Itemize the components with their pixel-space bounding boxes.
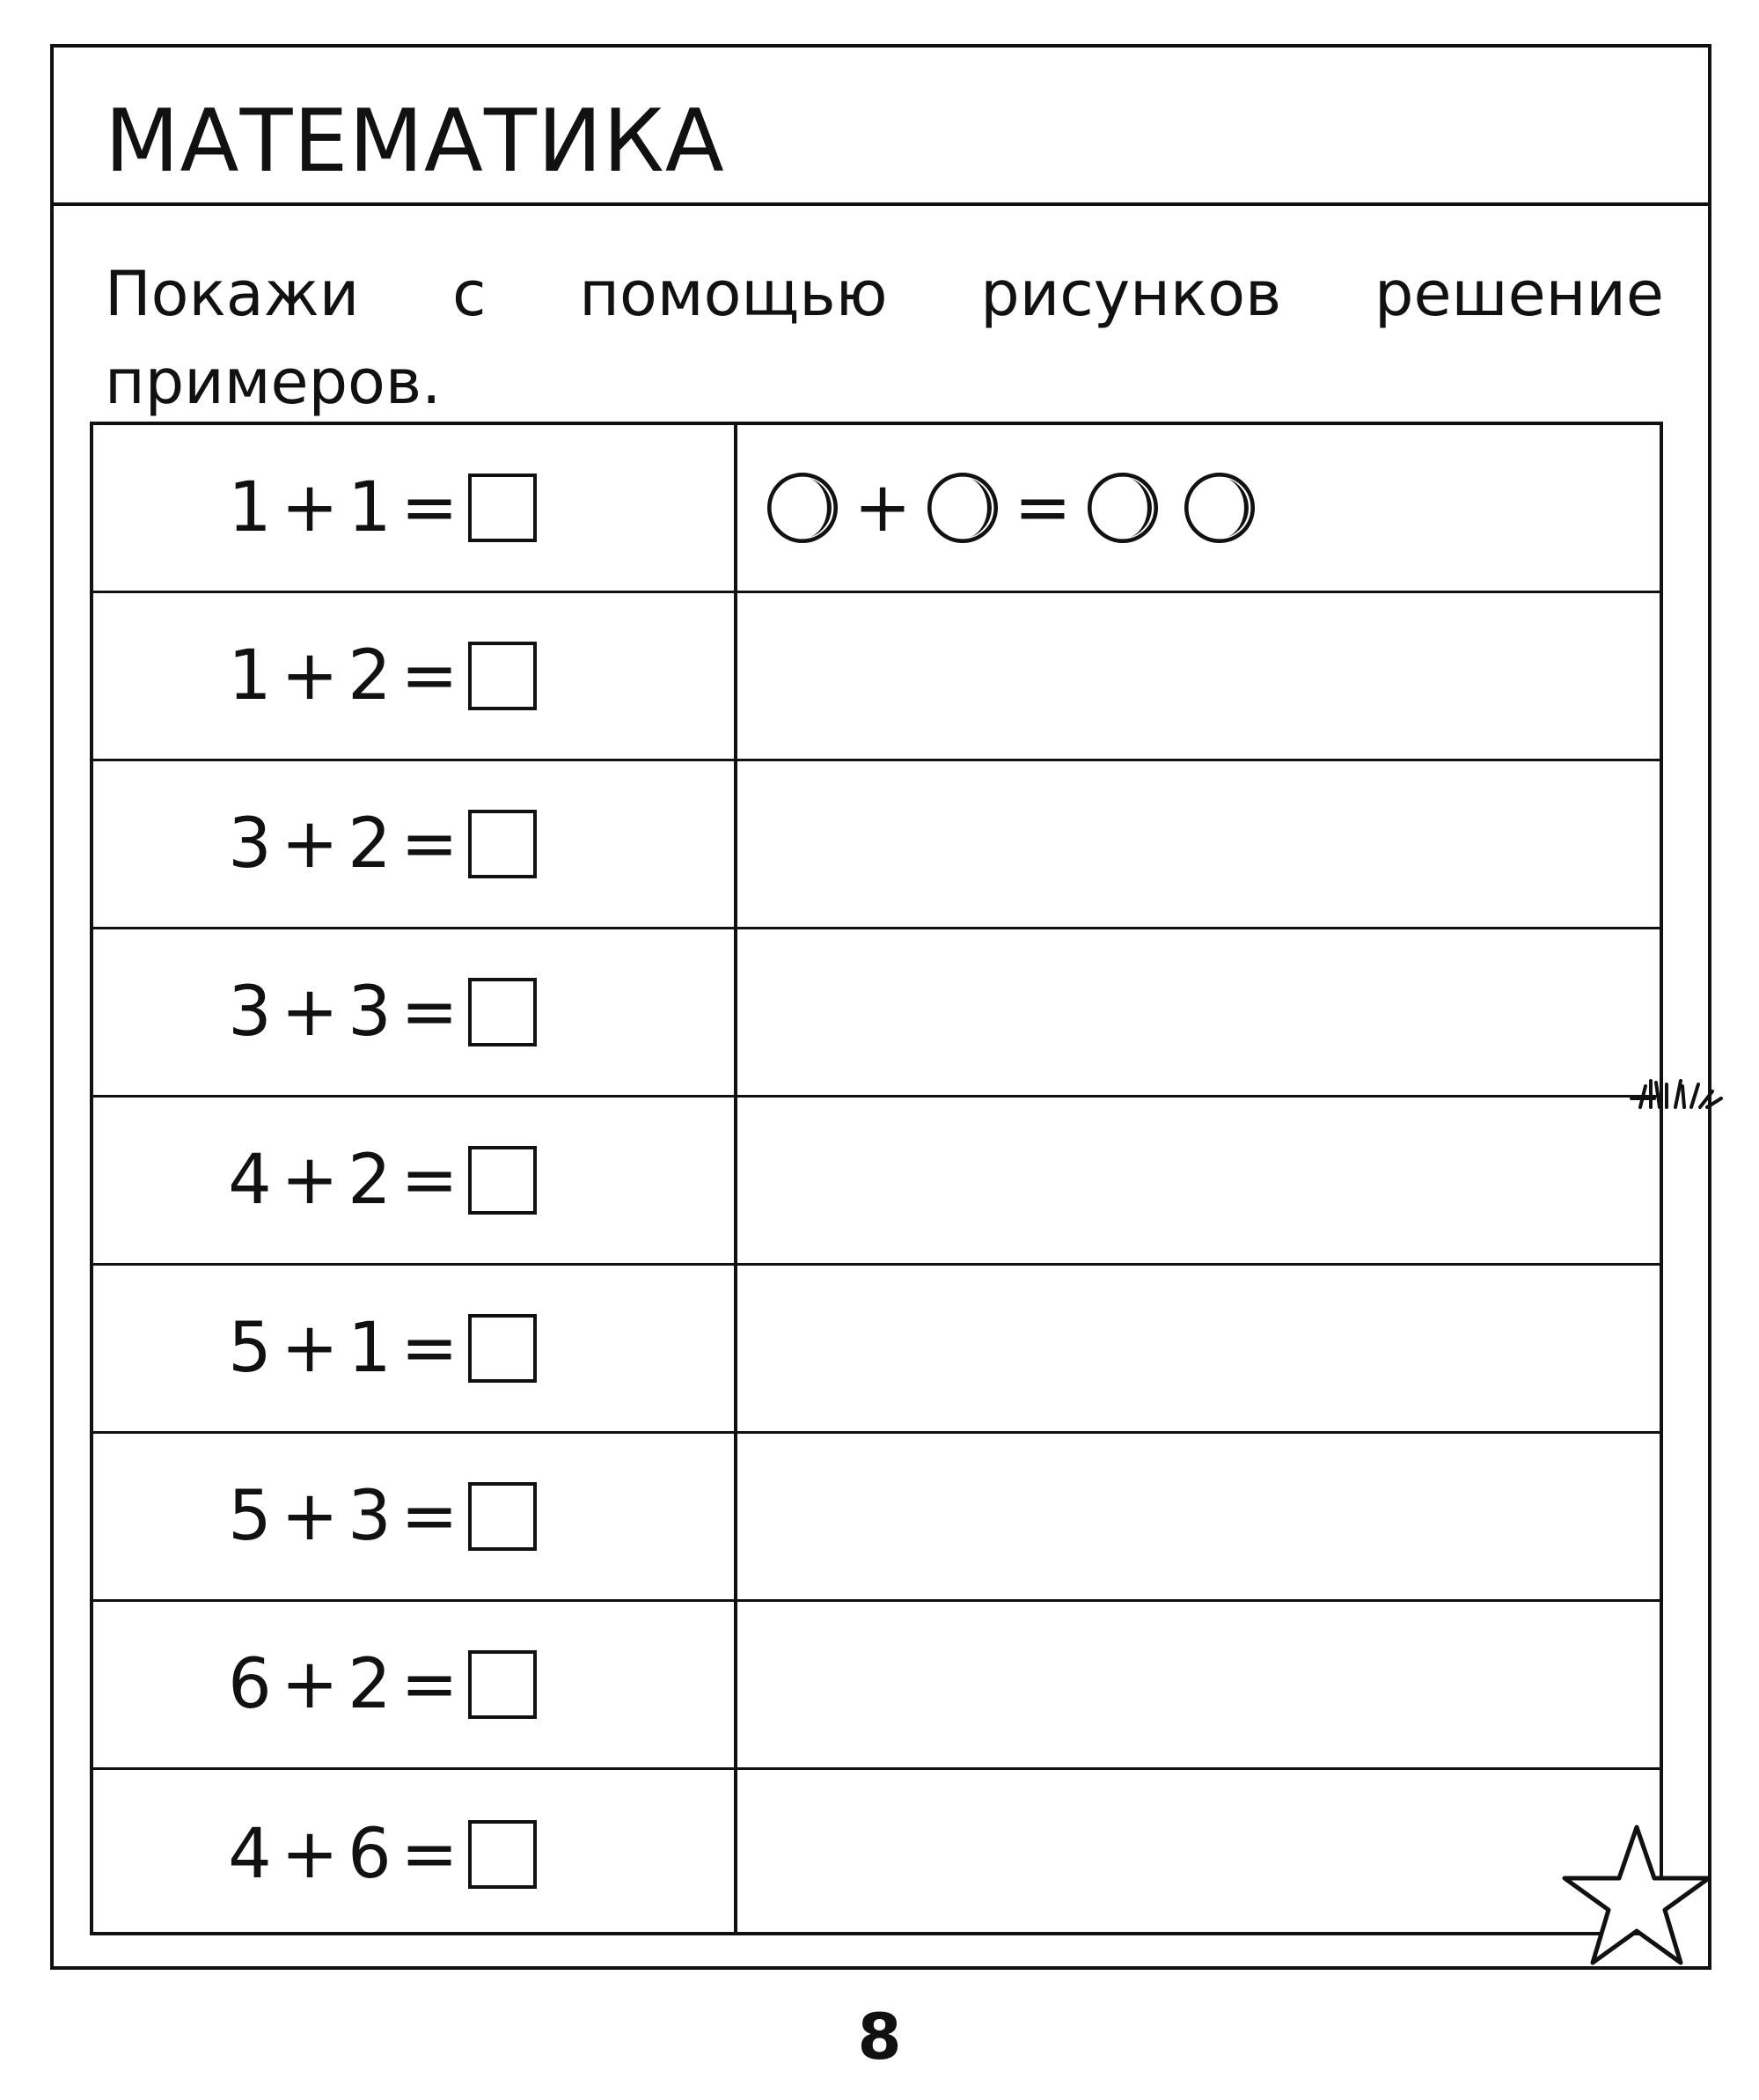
answer-box[interactable] [468,1650,537,1719]
expression [225,1266,537,1431]
expression [225,761,537,927]
worksheet-frame [50,44,1711,1970]
instruction-text: Покажи с помощью рисунков решение примеров. [105,258,1664,418]
operand-a: 3 [228,973,272,1052]
operand-a: 5 [228,1477,272,1556]
operand-a: 3 [228,804,272,884]
plus-sign: + [281,1814,339,1894]
plus-sign: + [281,804,339,884]
equals-sign: = [400,1645,458,1724]
answer-box[interactable] [468,1820,537,1889]
answer-box[interactable] [468,810,537,878]
plus-sign: + [854,468,912,547]
answer-box[interactable] [468,642,537,710]
expression [225,425,537,591]
operand-b: 1 [348,1309,392,1388]
plus-sign: + [281,1309,339,1388]
table-row [93,1602,1660,1770]
answer-box[interactable] [468,1314,537,1383]
moon-circle-icon [762,467,843,548]
expression [225,929,537,1095]
expression [225,1770,537,1938]
equals-sign: = [400,1141,458,1220]
table-row [93,593,1660,761]
table-row [93,761,1660,929]
operand-b: 2 [348,636,392,716]
answer-box[interactable] [468,1146,537,1215]
table-row [93,1434,1660,1602]
expression [225,1434,537,1599]
equals-sign: = [400,804,458,884]
operand-b: 2 [348,804,392,884]
plus-sign: + [281,636,339,716]
table-row [93,1770,1660,1938]
answer-box[interactable] [468,978,537,1046]
operand-a: 1 [228,636,272,716]
equals-sign: = [400,636,458,716]
page-number: 8 [857,2000,902,2074]
table-row [93,929,1660,1098]
moon-circle-icon [1082,467,1163,548]
answer-box[interactable] [468,1482,537,1551]
expression [225,593,537,759]
page-title: МАТЕМАТИКА [105,92,725,192]
plus-sign: + [281,973,339,1052]
equals-sign: = [400,468,458,547]
operand-a: 4 [228,1141,272,1220]
plus-sign: + [281,468,339,547]
operand-a: 5 [228,1309,272,1388]
plus-sign: + [281,1645,339,1724]
plus-sign: + [281,1141,339,1220]
operand-b: 3 [348,973,392,1052]
grass-icon [1628,1072,1725,1111]
table-row [93,1266,1660,1434]
picture-solution [762,425,1260,591]
equals-sign: = [400,1309,458,1388]
operand-b: 6 [348,1814,392,1894]
star-icon [1559,1822,1714,1970]
operand-a: 6 [228,1645,272,1724]
operand-a: 4 [228,1814,272,1894]
moon-circle-icon [922,467,1003,548]
expression [225,1098,537,1263]
equals-sign: = [1014,468,1072,547]
table-row [93,1098,1660,1266]
operand-a: 1 [228,468,272,547]
table-row [93,425,1660,593]
equals-sign: = [400,1477,458,1556]
moon-circle-icon [1179,467,1260,548]
operand-b: 1 [348,468,392,547]
expression [225,1602,537,1767]
equals-sign: = [400,1814,458,1894]
equals-sign: = [400,973,458,1052]
header [54,48,1708,206]
answer-box[interactable] [468,474,537,542]
operand-b: 2 [348,1645,392,1724]
exercise-table [90,422,1663,1935]
operand-b: 2 [348,1141,392,1220]
operand-b: 3 [348,1477,392,1556]
plus-sign: + [281,1477,339,1556]
